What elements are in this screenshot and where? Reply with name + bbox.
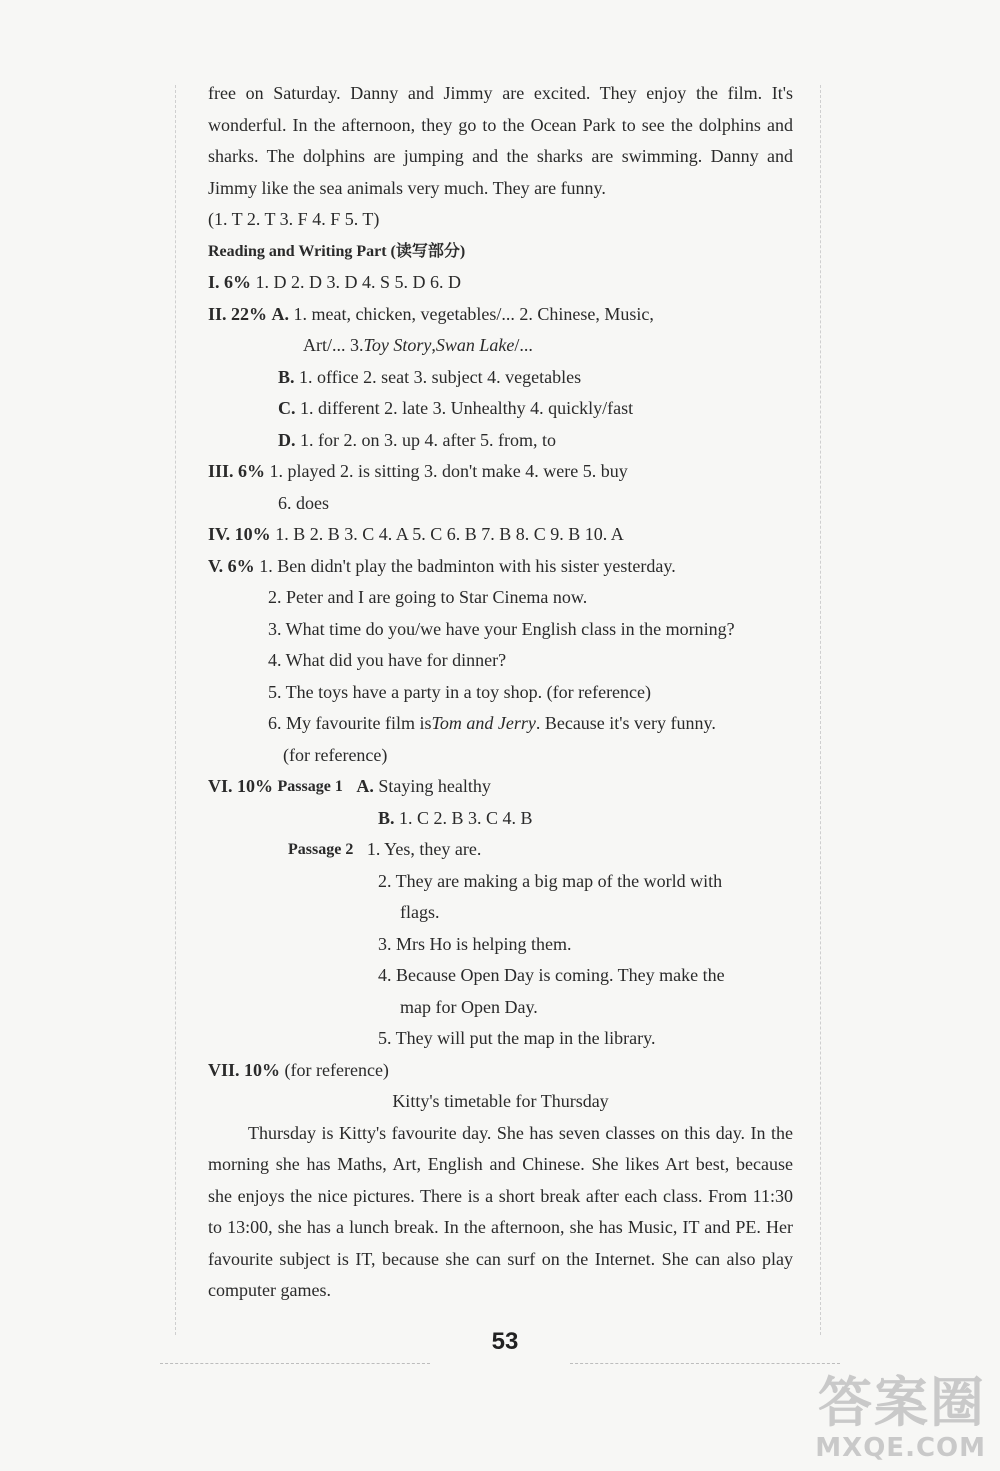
watermark-url: MXQE.COM — [815, 1433, 986, 1463]
essay-title: Kitty's timetable for Thursday — [392, 1091, 609, 1111]
section-5 — [208, 551, 793, 583]
part-answers: 1. meat, chicken, vegetables/... 2. Chinese, Music, — [293, 303, 654, 324]
section-2-c — [208, 393, 793, 425]
section-label: III. 6% — [208, 461, 266, 481]
left-margin-line — [175, 85, 176, 1335]
answer-text: . Because it's very funny. — [535, 713, 716, 733]
right-margin-line — [820, 85, 821, 1335]
part-label: A. — [356, 776, 374, 796]
part-answers: 1. C 2. B 3. C 4. B — [399, 807, 533, 828]
section-answers: 1. played 2. is sitting 3. don't make 4. were 5. buy — [269, 461, 628, 481]
answer-text: Art/... 3. — [303, 335, 364, 355]
answer-line: 5. They will put the map in the library. — [378, 1028, 656, 1048]
part-label: B. — [278, 366, 295, 387]
watermark-text: 答案圈 — [818, 1371, 986, 1434]
section-label: V. 6% — [208, 555, 255, 576]
section-note: (for reference) — [284, 1059, 389, 1080]
section-heading: Reading and Writing Part (读写部分) — [208, 242, 466, 260]
footer-rule-left — [160, 1363, 430, 1364]
film-title: Tom and Jerry — [431, 713, 536, 733]
section-answers: 1. D 2. D 3. D 4. S 5. D 6. D — [255, 272, 462, 292]
film-title: Swan Lake — [435, 335, 515, 355]
section-4 — [208, 519, 793, 551]
answer-line: 2. Peter and I are going to Star Cinema now. — [268, 587, 588, 607]
answer-line: 3. What time do you/we have your English class in the morning? — [268, 618, 735, 639]
section-7 — [208, 1055, 793, 1087]
section-label: II. 22% — [208, 303, 268, 324]
passage-continuation: free on Saturday. Danny and Jimmy are excited. They enjoy the film. It's wonderful. In the afternoon, they go to the Ocean Park to see the dolphins and sharks. The dolphins are jumping and the sharks are swimming. Danny and Jimmy like the sea animals very much. They are funny. — [208, 83, 793, 198]
answer-line: 4. What did you have for dinner? — [268, 650, 507, 670]
part-label: C. — [278, 398, 296, 418]
answer-line: flags. — [400, 902, 440, 922]
answer-line: map for Open Day. — [400, 996, 538, 1017]
footer-rule-right — [570, 1363, 840, 1364]
section-6-p2 — [208, 834, 793, 866]
true-false-answers: (1. T 2. T 3. F 4. F 5. T) — [208, 209, 380, 229]
separator: , — [431, 335, 436, 355]
essay-body: Thursday is Kitty's favourite day. She has seven classes on this day. In the morning she has Maths, Art, English and Chinese. She likes Art best, because she enjoys the nice pictures. There is a short break after each class. From 11:30 to 13:00, she has a lunch break. In the afternoon, she has Music, IT and PE. Her favourite subject is IT, because she can surf on the Internet. She can also play computer games. — [208, 1122, 793, 1300]
answer-text: /... — [514, 335, 533, 355]
watermark-logo — [815, 1373, 986, 1463]
answer-line: 2. They are making a big map of the world with — [378, 870, 723, 891]
section-answers: 6. does — [278, 492, 329, 513]
passage-label: Passage 1 — [277, 778, 343, 795]
part-answers: 1. different 2. late 3. Unhealthy 4. quickly/fast — [300, 398, 634, 418]
part-label: A. — [271, 303, 290, 324]
answer-line: 1. Yes, they are. — [366, 839, 482, 859]
answer-line-6 — [208, 708, 793, 740]
section-3-cont — [208, 488, 793, 520]
section-2-b — [208, 362, 793, 394]
section-6-p1-a — [208, 771, 793, 803]
page-number: 53 — [491, 1328, 519, 1355]
section-2-a — [208, 299, 793, 331]
section-label: IV. 10% — [208, 524, 271, 544]
answer-line: 4. Because Open Day is coming. They make the — [378, 965, 725, 985]
section-2-a-cont — [208, 330, 793, 362]
part-label: B. — [378, 807, 395, 828]
section-answers: 1. B 2. B 3. C 4. A 5. C 6. B 7. B 8. C 9. B 10. A — [275, 524, 624, 544]
section-6-p1-b — [208, 803, 793, 835]
part-answers: Staying healthy — [378, 776, 491, 796]
film-title: Toy Story — [363, 335, 432, 355]
part-label: D. — [278, 429, 296, 450]
section-label: VI. 10% — [208, 776, 274, 796]
answer-line: 3. Mrs Ho is helping them. — [378, 933, 572, 954]
section-label: I. 6% — [208, 272, 252, 292]
answer-line: 5. The toys have a party in a toy shop. (for reference) — [268, 681, 652, 702]
section-2-d — [208, 425, 793, 457]
answer-text: 6. My favourite film is — [268, 713, 432, 733]
part-answers: 1. office 2. seat 3. subject 4. vegetables — [299, 366, 582, 387]
answer-line: (for reference) — [283, 744, 388, 765]
answer-line: 1. Ben didn't play the badminton with his sister yesterday. — [259, 555, 676, 576]
page-content — [208, 78, 793, 1307]
section-1 — [208, 267, 793, 299]
passage-label: Passage 2 — [288, 841, 354, 858]
part-answers: 1. for 2. on 3. up 4. after 5. from, to — [300, 429, 556, 450]
section-3 — [208, 456, 793, 488]
section-label: VII. 10% — [208, 1059, 281, 1080]
